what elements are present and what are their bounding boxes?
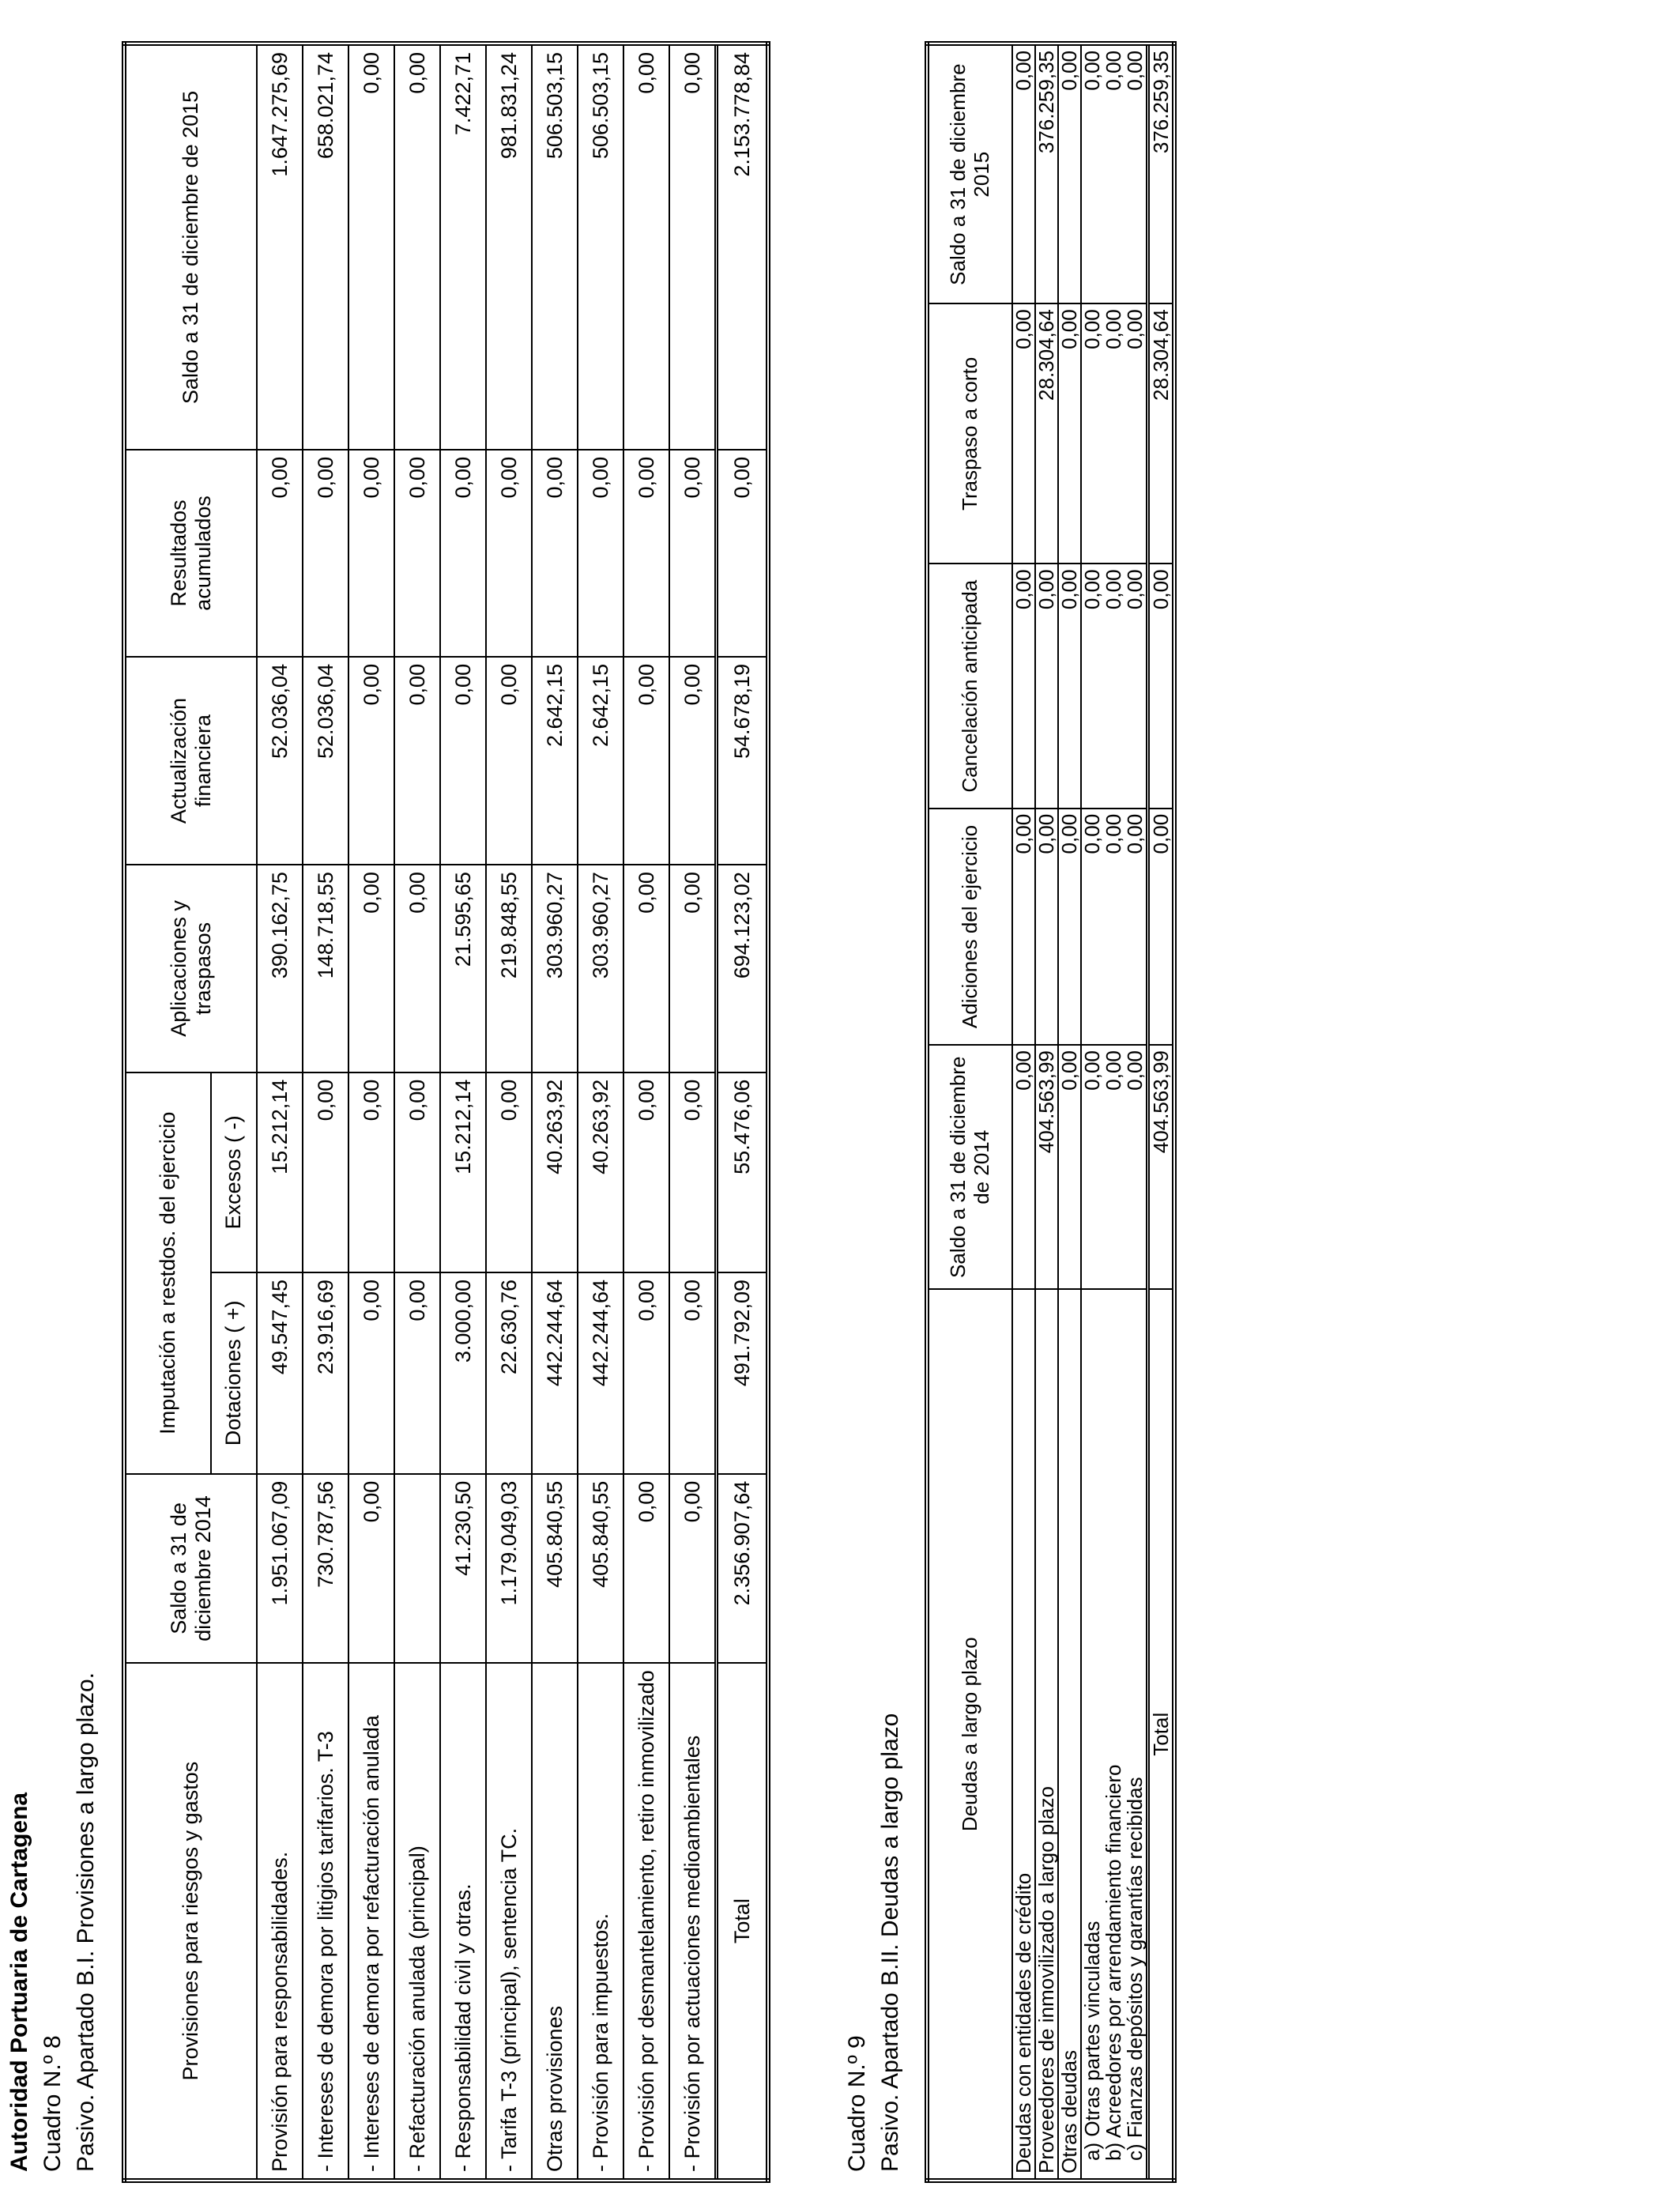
cell-saldo-2015: 0,00: [1081, 43, 1103, 303]
cell-adiciones: 0,00: [1124, 809, 1148, 1045]
table-row: [1081, 43, 1103, 2181]
cell-aplicaciones: 0,00: [348, 865, 394, 1072]
cell-aplicaciones: 0,00: [394, 865, 440, 1072]
header-adiciones: Adiciones del ejercicio: [927, 809, 1012, 1045]
cell-saldo-2015: 506.503,15: [578, 43, 623, 450]
cell-dotaciones: 442.244,64: [578, 1272, 623, 1474]
cell-excesos: 0,00: [348, 1072, 394, 1272]
cell-dotaciones: 22.630,76: [486, 1272, 532, 1474]
cell-cancelacion: 0,00: [1103, 564, 1124, 808]
total-label: Total: [717, 1663, 769, 2181]
total-label: Total: [1148, 1289, 1175, 2181]
cell-actualizacion: 0,00: [348, 657, 394, 865]
cell-saldo-2014: 0,00: [1124, 1045, 1148, 1289]
cell-saldo-2014: 1.179.049,03: [486, 1474, 532, 1664]
row-label: Provisión para responsabilidades.: [257, 1663, 303, 2181]
table-row: [623, 43, 669, 2181]
header-saldo-2014: Saldo a 31 de diciembre 2014: [124, 1474, 257, 1664]
cell-cancelacion: 0,00: [1035, 564, 1058, 808]
row-label: - Provisión por actuaciones medioambientales: [669, 1663, 717, 2181]
total-traspaso: 28.304,64: [1148, 303, 1175, 564]
cell-adiciones: 0,00: [1103, 809, 1124, 1045]
table-row: [394, 43, 440, 2181]
cell-saldo-2014: [394, 1474, 440, 1664]
cell-dotaciones: 0,00: [348, 1272, 394, 1474]
cell-saldo-2015: 1.647.275,69: [257, 43, 303, 450]
table-row: [486, 43, 532, 2181]
cell-aplicaciones: 0,00: [669, 865, 717, 1072]
cell-actualizacion: 0,00: [486, 657, 532, 865]
cell-cancelacion: 0,00: [1124, 564, 1148, 808]
row-label: b) Acreedores por arrendamiento financiero: [1103, 1289, 1124, 2181]
cell-aplicaciones: 390.162,75: [257, 865, 303, 1072]
table-row: [532, 43, 578, 2181]
total-aplicaciones: 694.123,02: [717, 865, 769, 1072]
cell-aplicaciones: 219.848,55: [486, 865, 532, 1072]
table-row: [303, 43, 348, 2181]
table-row: [1124, 43, 1148, 2181]
cell-saldo-2014: 41.230,50: [440, 1474, 486, 1664]
cell-dotaciones: 0,00: [394, 1272, 440, 1474]
cell-saldo-2015: 0,00: [1012, 43, 1035, 303]
cell-actualizacion: 2.642,15: [578, 657, 623, 865]
table-row: [440, 43, 486, 2181]
cell-aplicaciones: 0,00: [623, 865, 669, 1072]
cell-resultados: 0,00: [440, 450, 486, 657]
row-label: - Refacturación anulada (principal): [394, 1663, 440, 2181]
cell-resultados: 0,00: [348, 450, 394, 657]
total-saldo-2015: 376.259,35: [1148, 43, 1175, 303]
header-resultados: Resultados acumulados: [124, 450, 257, 657]
cell-excesos: 40.263,92: [578, 1072, 623, 1272]
provisiones-table: [122, 41, 770, 2183]
cell-traspaso: 0,00: [1012, 303, 1035, 564]
total-dotaciones: 491.792,09: [717, 1272, 769, 1474]
cell-actualizacion: 2.642,15: [532, 657, 578, 865]
cell-excesos: 0,00: [623, 1072, 669, 1272]
row-label: Otras provisiones: [532, 1663, 578, 2181]
cell-actualizacion: 52.036,04: [257, 657, 303, 865]
table-row: [348, 43, 394, 2181]
header-aplicaciones: Aplicaciones y traspasos: [124, 865, 257, 1072]
cuadro-8-number: Cuadro N.º 8: [40, 2035, 66, 2172]
cuadro-9-number: Cuadro N.º 9: [844, 2035, 870, 2172]
cell-resultados: 0,00: [623, 450, 669, 657]
cell-resultados: 0,00: [669, 450, 717, 657]
cell-saldo-2015: 0,00: [1103, 43, 1124, 303]
cell-cancelacion: 0,00: [1012, 564, 1035, 808]
cell-actualizacion: 0,00: [440, 657, 486, 865]
cell-saldo-2015: 0,00: [348, 43, 394, 450]
cell-cancelacion: 0,00: [1081, 564, 1103, 808]
cell-adiciones: 0,00: [1012, 809, 1035, 1045]
cell-traspaso: 0,00: [1124, 303, 1148, 564]
cell-cancelacion: 0,00: [1058, 564, 1081, 808]
cell-saldo-2015: 0,00: [669, 43, 717, 450]
cell-dotaciones: 49.547,45: [257, 1272, 303, 1474]
cell-excesos: 0,00: [486, 1072, 532, 1272]
total-cancelacion: 0,00: [1148, 564, 1175, 808]
header-deudas-concept: Deudas a largo plazo: [927, 1289, 1012, 2181]
cell-saldo-2015: 0,00: [623, 43, 669, 450]
total-saldo-2014: 2.356.907,64: [717, 1474, 769, 1664]
cell-excesos: 0,00: [394, 1072, 440, 1272]
cell-dotaciones: 442.244,64: [532, 1272, 578, 1474]
cell-aplicaciones: 21.595,65: [440, 865, 486, 1072]
cell-actualizacion: 0,00: [669, 657, 717, 865]
cell-resultados: 0,00: [394, 450, 440, 657]
cell-traspaso: 28.304,64: [1035, 303, 1058, 564]
cell-saldo-2014: 0,00: [1012, 1045, 1035, 1289]
cell-resultados: 0,00: [532, 450, 578, 657]
cell-saldo-2014: 0,00: [623, 1474, 669, 1664]
cell-resultados: 0,00: [257, 450, 303, 657]
cell-actualizacion: 0,00: [394, 657, 440, 865]
row-label: - Intereses de demora por refacturación anulada: [348, 1663, 394, 2181]
table-row: [669, 43, 717, 2181]
cuadro-8-subtitle: Pasivo. Apartado B.I. Provisiones a largo plazo.: [73, 1672, 99, 2172]
table-row: [578, 43, 623, 2181]
cell-excesos: 15.212,14: [257, 1072, 303, 1272]
cell-saldo-2015: 0,00: [394, 43, 440, 450]
cell-resultados: 0,00: [303, 450, 348, 657]
row-label: a) Otras partes vinculadas: [1081, 1289, 1103, 2181]
header-dotaciones: Dotaciones ( +): [211, 1272, 257, 1474]
cell-saldo-2014: 0,00: [1103, 1045, 1124, 1289]
cell-saldo-2015: 0,00: [1058, 43, 1081, 303]
table-row: [1035, 43, 1058, 2181]
total-saldo-2014: 404.563,99: [1148, 1045, 1175, 1289]
total-adiciones: 0,00: [1148, 809, 1175, 1045]
header-deudas-saldo-2014: Saldo a 31 de diciembre de 2014: [927, 1045, 1012, 1289]
cell-saldo-2014: 405.840,55: [578, 1474, 623, 1664]
cell-saldo-2014: 0,00: [669, 1474, 717, 1664]
header-excesos: Excesos ( -): [211, 1072, 257, 1272]
header-cancelacion: Cancelación anticipada: [927, 564, 1012, 808]
cell-saldo-2015: 0,00: [1124, 43, 1148, 303]
row-label: - Responsabilidad civil y otras.: [440, 1663, 486, 2181]
cell-traspaso: 0,00: [1081, 303, 1103, 564]
cell-adiciones: 0,00: [1081, 809, 1103, 1045]
row-label: - Provisión por desmantelamiento, retiro inmovilizado: [623, 1663, 669, 2181]
header-imputacion: Imputación a restdos. del ejercicio: [124, 1072, 211, 1474]
cell-excesos: 40.263,92: [532, 1072, 578, 1272]
row-label: - Intereses de demora por litigios tarifarios. T-3: [303, 1663, 348, 2181]
cell-saldo-2014: 404.563,99: [1035, 1045, 1058, 1289]
cell-excesos: 15.212,14: [440, 1072, 486, 1272]
cell-saldo-2015: 376.259,35: [1035, 43, 1058, 303]
cell-saldo-2014: 730.787,56: [303, 1474, 348, 1664]
deudas-table: [925, 41, 1177, 2183]
cell-aplicaciones: 303.960,27: [578, 865, 623, 1072]
total-row: [1148, 43, 1175, 2181]
cell-resultados: 0,00: [578, 450, 623, 657]
cell-saldo-2014: 0,00: [1081, 1045, 1103, 1289]
row-label: - Tarifa T-3 (principal), sentencia TC.: [486, 1663, 532, 2181]
cell-saldo-2015: 981.831,24: [486, 43, 532, 450]
cell-actualizacion: 52.036,04: [303, 657, 348, 865]
cell-dotaciones: 3.000,00: [440, 1272, 486, 1474]
header-deudas-saldo-2015: Saldo a 31 de diciembre 2015: [927, 43, 1012, 303]
header-saldo-2015: Saldo a 31 de diciembre de 2015: [124, 43, 257, 450]
cell-dotaciones: 0,00: [623, 1272, 669, 1474]
cell-saldo-2014: 0,00: [1058, 1045, 1081, 1289]
cell-saldo-2015: 658.021,74: [303, 43, 348, 450]
cell-saldo-2015: 7.422,71: [440, 43, 486, 450]
cell-dotaciones: 0,00: [669, 1272, 717, 1474]
cell-excesos: 0,00: [669, 1072, 717, 1272]
cell-traspaso: 0,00: [1058, 303, 1081, 564]
row-label: Deudas con entidades de crédito: [1012, 1289, 1035, 2181]
header-actualizacion: Actualización financiera: [124, 657, 257, 865]
header-concept: Provisiones para riesgos y gastos: [124, 1663, 257, 2181]
cell-saldo-2014: 405.840,55: [532, 1474, 578, 1664]
cell-saldo-2015: 506.503,15: [532, 43, 578, 450]
table-row: [1103, 43, 1124, 2181]
cell-resultados: 0,00: [486, 450, 532, 657]
cell-adiciones: 0,00: [1058, 809, 1081, 1045]
table-row: [1058, 43, 1081, 2181]
total-row: [717, 43, 769, 2181]
total-actualizacion: 54.678,19: [717, 657, 769, 865]
cell-aplicaciones: 303.960,27: [532, 865, 578, 1072]
cell-saldo-2014: 1.951.067,09: [257, 1474, 303, 1664]
table-row: [257, 43, 303, 2181]
total-excesos: 55.476,06: [717, 1072, 769, 1272]
row-label: Otras deudas: [1058, 1289, 1081, 2181]
cell-excesos: 0,00: [303, 1072, 348, 1272]
table-row: [1012, 43, 1035, 2181]
total-resultados: 0,00: [717, 450, 769, 657]
cell-actualizacion: 0,00: [623, 657, 669, 865]
cuadro-9-subtitle: Pasivo. Apartado B.II. Deudas a largo plazo: [877, 1713, 903, 2172]
row-label: - Provisión para impuestos.: [578, 1663, 623, 2181]
row-label: c) Fianzas depósitos y garantías recibidas: [1124, 1289, 1148, 2181]
total-saldo-2015: 2.153.778,84: [717, 43, 769, 450]
cell-traspaso: 0,00: [1103, 303, 1124, 564]
cell-aplicaciones: 148.718,55: [303, 865, 348, 1072]
organization-title: Autoridad Portuaria de Cartagena: [6, 1792, 32, 2172]
cell-adiciones: 0,00: [1035, 809, 1058, 1045]
cell-dotaciones: 23.916,69: [303, 1272, 348, 1474]
row-label: Proveedores de inmovilizado a largo plazo: [1035, 1289, 1058, 2181]
header-traspaso: Traspaso a corto: [927, 303, 1012, 564]
cell-saldo-2014: 0,00: [348, 1474, 394, 1664]
